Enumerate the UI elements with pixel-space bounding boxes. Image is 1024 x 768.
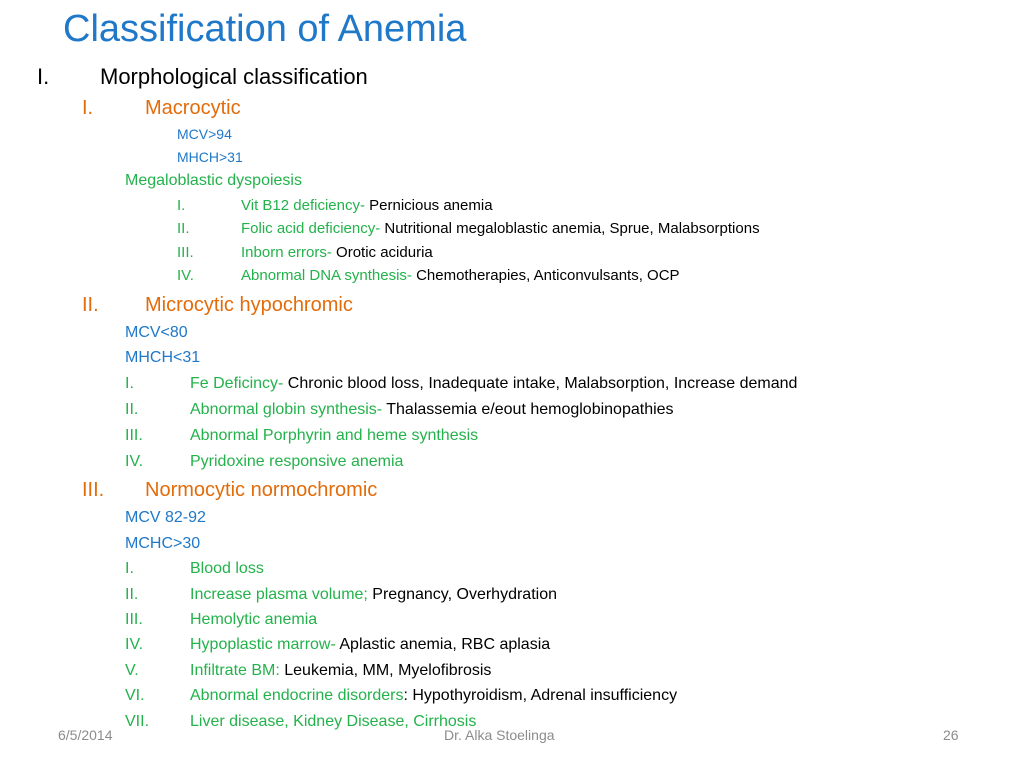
item-number: II. [125, 401, 139, 418]
item-label: Hemolytic anemia [190, 611, 318, 628]
item-number: IV. [125, 636, 144, 653]
item-detail: Chronic blood loss, Inadequate intake, Malabsorption, Increase demand [283, 375, 798, 392]
normocytic-mchc-value: MCHC>30 [125, 535, 201, 552]
item-label: Inborn errors- [241, 244, 332, 261]
outline-label: Normocytic normochromic [145, 479, 378, 501]
microcytic-mhch-value: MHCH<31 [125, 349, 201, 366]
item-number: III. [177, 244, 194, 261]
item-label: Fe Deficincy- [190, 375, 284, 392]
footer-page-number: 26 [943, 727, 959, 743]
normocytic-mcv-value: MCV 82-92 [125, 509, 206, 526]
item-label: Abnormal endocrine disorders [190, 687, 404, 704]
item-label: Abnormal DNA synthesis- [241, 267, 412, 284]
item-detail: Aplastic anemia, RBC aplasia [335, 636, 551, 653]
item-label: Hypoplastic marrow- [190, 636, 336, 653]
item-detail: Pregnancy, Overhydration [367, 586, 557, 603]
footer-date: 6/5/2014 [58, 727, 113, 743]
item-label: Abnormal Porphyrin and heme synthesis [190, 427, 479, 444]
item-number: II. [125, 586, 139, 603]
item-number: I. [125, 560, 134, 577]
microcytic-mcv-value: MCV<80 [125, 324, 188, 341]
item-number: VII. [125, 713, 150, 730]
item-label: Liver disease, Kidney Disease, Cirrhosis [190, 713, 477, 730]
item-label: Infiltrate BM: [190, 662, 280, 679]
item-detail: Chemotherapies, Anticonvulsants, OCP [411, 267, 680, 284]
outline-number: I. [37, 64, 50, 89]
item-detail: Nutritional megaloblastic anemia, Sprue, Malabsorptions [380, 220, 760, 237]
item-number: IV. [125, 453, 144, 470]
outline-label: Morphological classification [100, 64, 368, 89]
macrocytic-mhch-value: MHCH>31 [177, 149, 243, 165]
outline-number: II. [82, 294, 99, 316]
item-number: II. [177, 220, 190, 237]
item-label: Increase plasma volume; [190, 586, 368, 603]
megaloblastic-label: Megaloblastic dyspoiesis [125, 172, 302, 189]
item-detail: Pernicious anemia [364, 197, 493, 214]
item-detail: : Hypothyroidism, Adrenal insufficiency [403, 687, 678, 704]
outline-label: Macrocytic [145, 97, 241, 119]
item-label: Pyridoxine responsive anemia [190, 453, 404, 470]
item-detail: Thalassemia e/eout hemoglobinopathies [382, 401, 674, 418]
outline-label: Microcytic hypochromic [145, 294, 353, 316]
item-label: Vit B12 deficiency- [241, 197, 365, 214]
item-number: III. [125, 611, 143, 628]
item-number: V. [125, 662, 139, 679]
item-detail: Orotic aciduria [331, 244, 433, 261]
item-label: Abnormal globin synthesis- [190, 401, 383, 418]
footer-author: Dr. Alka Stoelinga [444, 727, 555, 743]
item-detail: Leukemia, MM, Myelofibrosis [279, 662, 492, 679]
item-number: IV. [177, 267, 194, 284]
outline-number: I. [82, 97, 94, 119]
macrocytic-mcv-value: MCV>94 [177, 126, 232, 142]
item-number: I. [125, 375, 134, 392]
item-number: III. [125, 427, 143, 444]
item-number: VI. [125, 687, 145, 704]
item-label: Folic acid deficiency- [241, 220, 381, 237]
item-label: Blood loss [190, 560, 264, 577]
item-number: I. [177, 197, 186, 214]
outline-number: III. [82, 479, 105, 501]
slide-title: Classification of Anemia [63, 8, 467, 50]
